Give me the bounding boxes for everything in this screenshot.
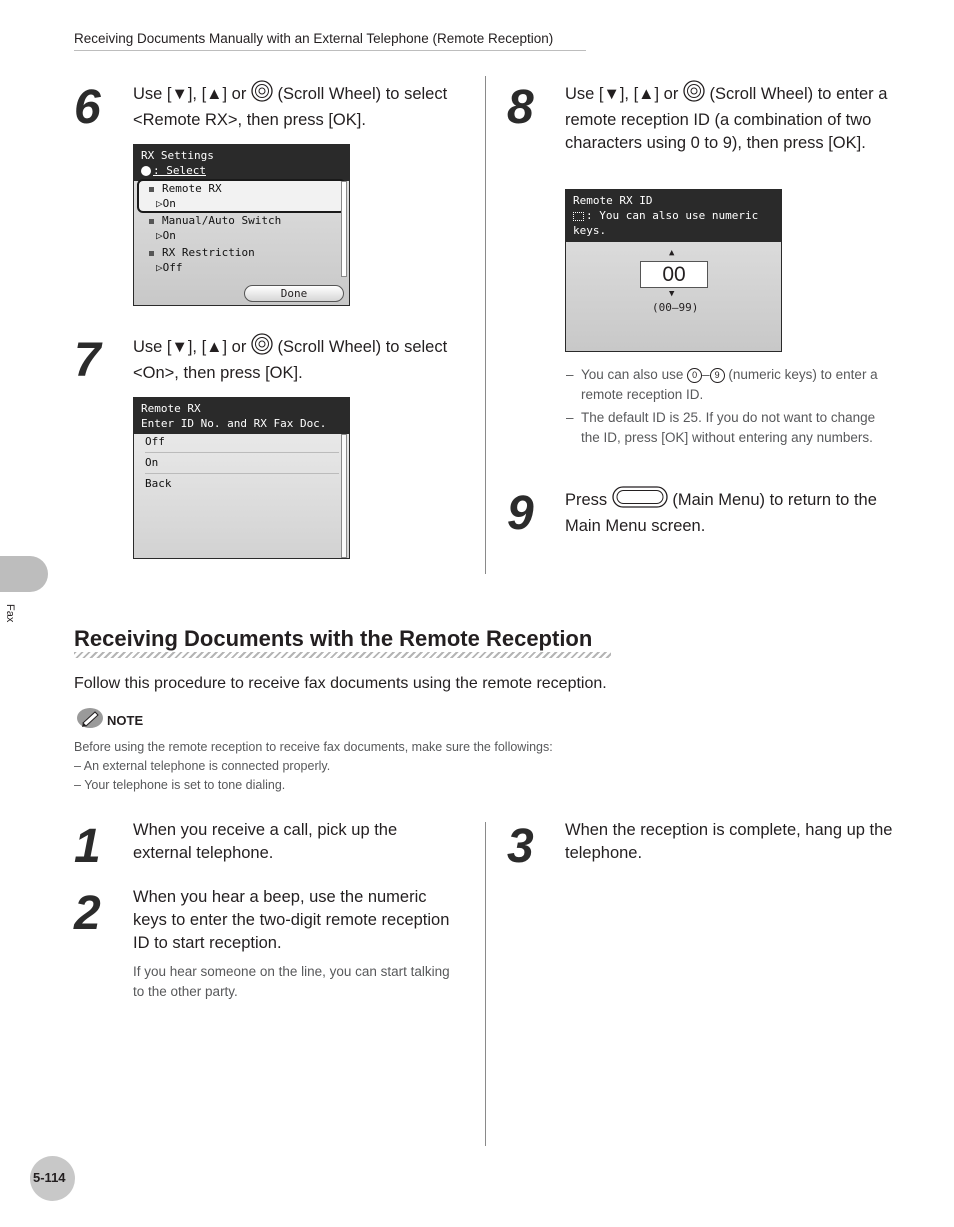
step-7-number: 7 [74,334,101,387]
step-2-text: When you hear a beep, use the numeric keys to enter the two-digit remote reception ID to start reception. [133,888,450,952]
step-7-text-post: (Scroll Wheel) to select <On>, then press [OK]. [133,337,448,382]
lcd-remote-rx-id-subtitle: : You can also use numeric keys. [573,209,759,237]
lcd-item-rx-restriction-value: ▷Off [156,261,183,274]
lcd-scrollbar[interactable] [341,181,347,277]
running-header: Receiving Documents Manually with an External Telephone (Remote Reception) [74,31,554,46]
lcd-remote-rx-header [134,398,349,434]
note-pencil-icon [76,707,104,734]
lcd-rx-settings-subtitle: : Select [153,164,206,177]
lcd-remote-rx-id-header [566,190,781,242]
header-rule [74,50,586,51]
step-1-number: 1 [74,820,101,873]
lcd-item-remote-rx[interactable]: Remote RX [149,182,349,195]
step-6-text-post: (Scroll Wheel) to select <Remote RX>, then press [OK]. [133,84,448,129]
note-label: NOTE [107,713,144,728]
remote-id-range: (00–99) [652,301,699,314]
note-line-2: – An external telephone is connected properly. [74,759,331,773]
remote-id-input[interactable]: 00 [640,261,708,288]
note-line-3: – Your telephone is set to tone dialing. [74,778,286,792]
step-1-text: When you receive a call, pick up the external telephone. [133,821,398,862]
step-3-text: When the reception is complete, hang up the telephone. [565,821,893,862]
step-8-number: 8 [507,81,534,134]
lcd-remote-rx-title: Remote RX [141,402,201,415]
step-2-subtext: If you hear someone on the line, you can start talking to the other party. [133,964,450,999]
step-7-text-pre: Use [▼], [▲] or [133,337,247,356]
scroll-wheel-icon [683,80,705,109]
chapter-tab [0,556,48,592]
lcd-rx-settings [133,144,350,306]
step-9-number: 9 [507,487,534,540]
page-number: 5-114 [33,1170,66,1185]
step-8-note-1: – You can also use 0 – 9 (numeric keys) to enter a remote reception ID. [566,367,878,402]
step-6-text [133,80,473,132]
section-title: Receiving Documents with the Remote Reception [74,626,593,651]
lcd-remote-rx-id [565,189,782,352]
numeric-keys-icon [573,212,584,221]
scroll-wheel-icon [251,333,273,362]
lcd-item-manual-auto[interactable]: Manual/Auto Switch [149,214,349,227]
section-intro: Follow this procedure to receive fax documents using the remote reception. [74,675,607,692]
step-8-text [565,80,905,155]
chapter-label: Fax [4,604,16,623]
lcd-rx-settings-header [134,145,349,181]
lcd-remote-rx-id-title: Remote RX ID [573,194,653,207]
lcd-item-remote-rx-value: ▷On [156,197,176,210]
lcd-item-rx-restriction[interactable]: RX Restriction [149,246,349,259]
lcd-remote-rx-subtitle: Enter ID No. and RX Fax Doc. [141,417,327,430]
step-8-text-post: (Scroll Wheel) to enter a remote reception ID (a combination of two characters using 0 to 9), then press [OK]. [565,84,888,152]
step-6-text-pre: Use [▼], [▲] or [133,84,247,103]
lcd-option-back[interactable]: Back [145,477,172,490]
note-line-1: Before using the remote reception to receive fax documents, make sure the followings: [74,740,553,754]
step-3-number: 3 [507,820,534,873]
step-8-text-pre: Use [▼], [▲] or [565,84,679,103]
done-button[interactable]: Done [244,285,344,302]
ok-key-icon [141,166,151,176]
lcd-scrollbar[interactable] [341,434,347,558]
lcd-option-on[interactable]: On [145,456,339,474]
lcd-option-off[interactable]: Off [145,435,339,453]
main-menu-key-icon [612,486,668,515]
step-8-note-2: – The default ID is 25. If you do not want to change the ID, press [OK] without entering any numbers. [566,410,876,445]
lcd-rx-settings-title: RX Settings [141,149,214,162]
column-divider-top [485,76,486,574]
numeric-key-0-icon: 0 [687,368,702,383]
step-6-number: 6 [74,81,101,134]
increment-arrow-icon[interactable]: ▲ [669,248,675,258]
numeric-key-9-icon: 9 [710,368,725,383]
section-title-underline [74,652,611,658]
decrement-arrow-icon[interactable]: ▼ [669,289,675,299]
step-2-number: 2 [74,887,101,940]
column-divider-bottom [485,822,486,1146]
scroll-wheel-icon [251,80,273,109]
lcd-item-manual-auto-value: ▷On [156,229,176,242]
step-9-text: Press (Main Menu) to return to the Main Menu screen. [565,486,905,538]
step-7-text [133,333,473,385]
lcd-remote-rx [133,397,350,559]
